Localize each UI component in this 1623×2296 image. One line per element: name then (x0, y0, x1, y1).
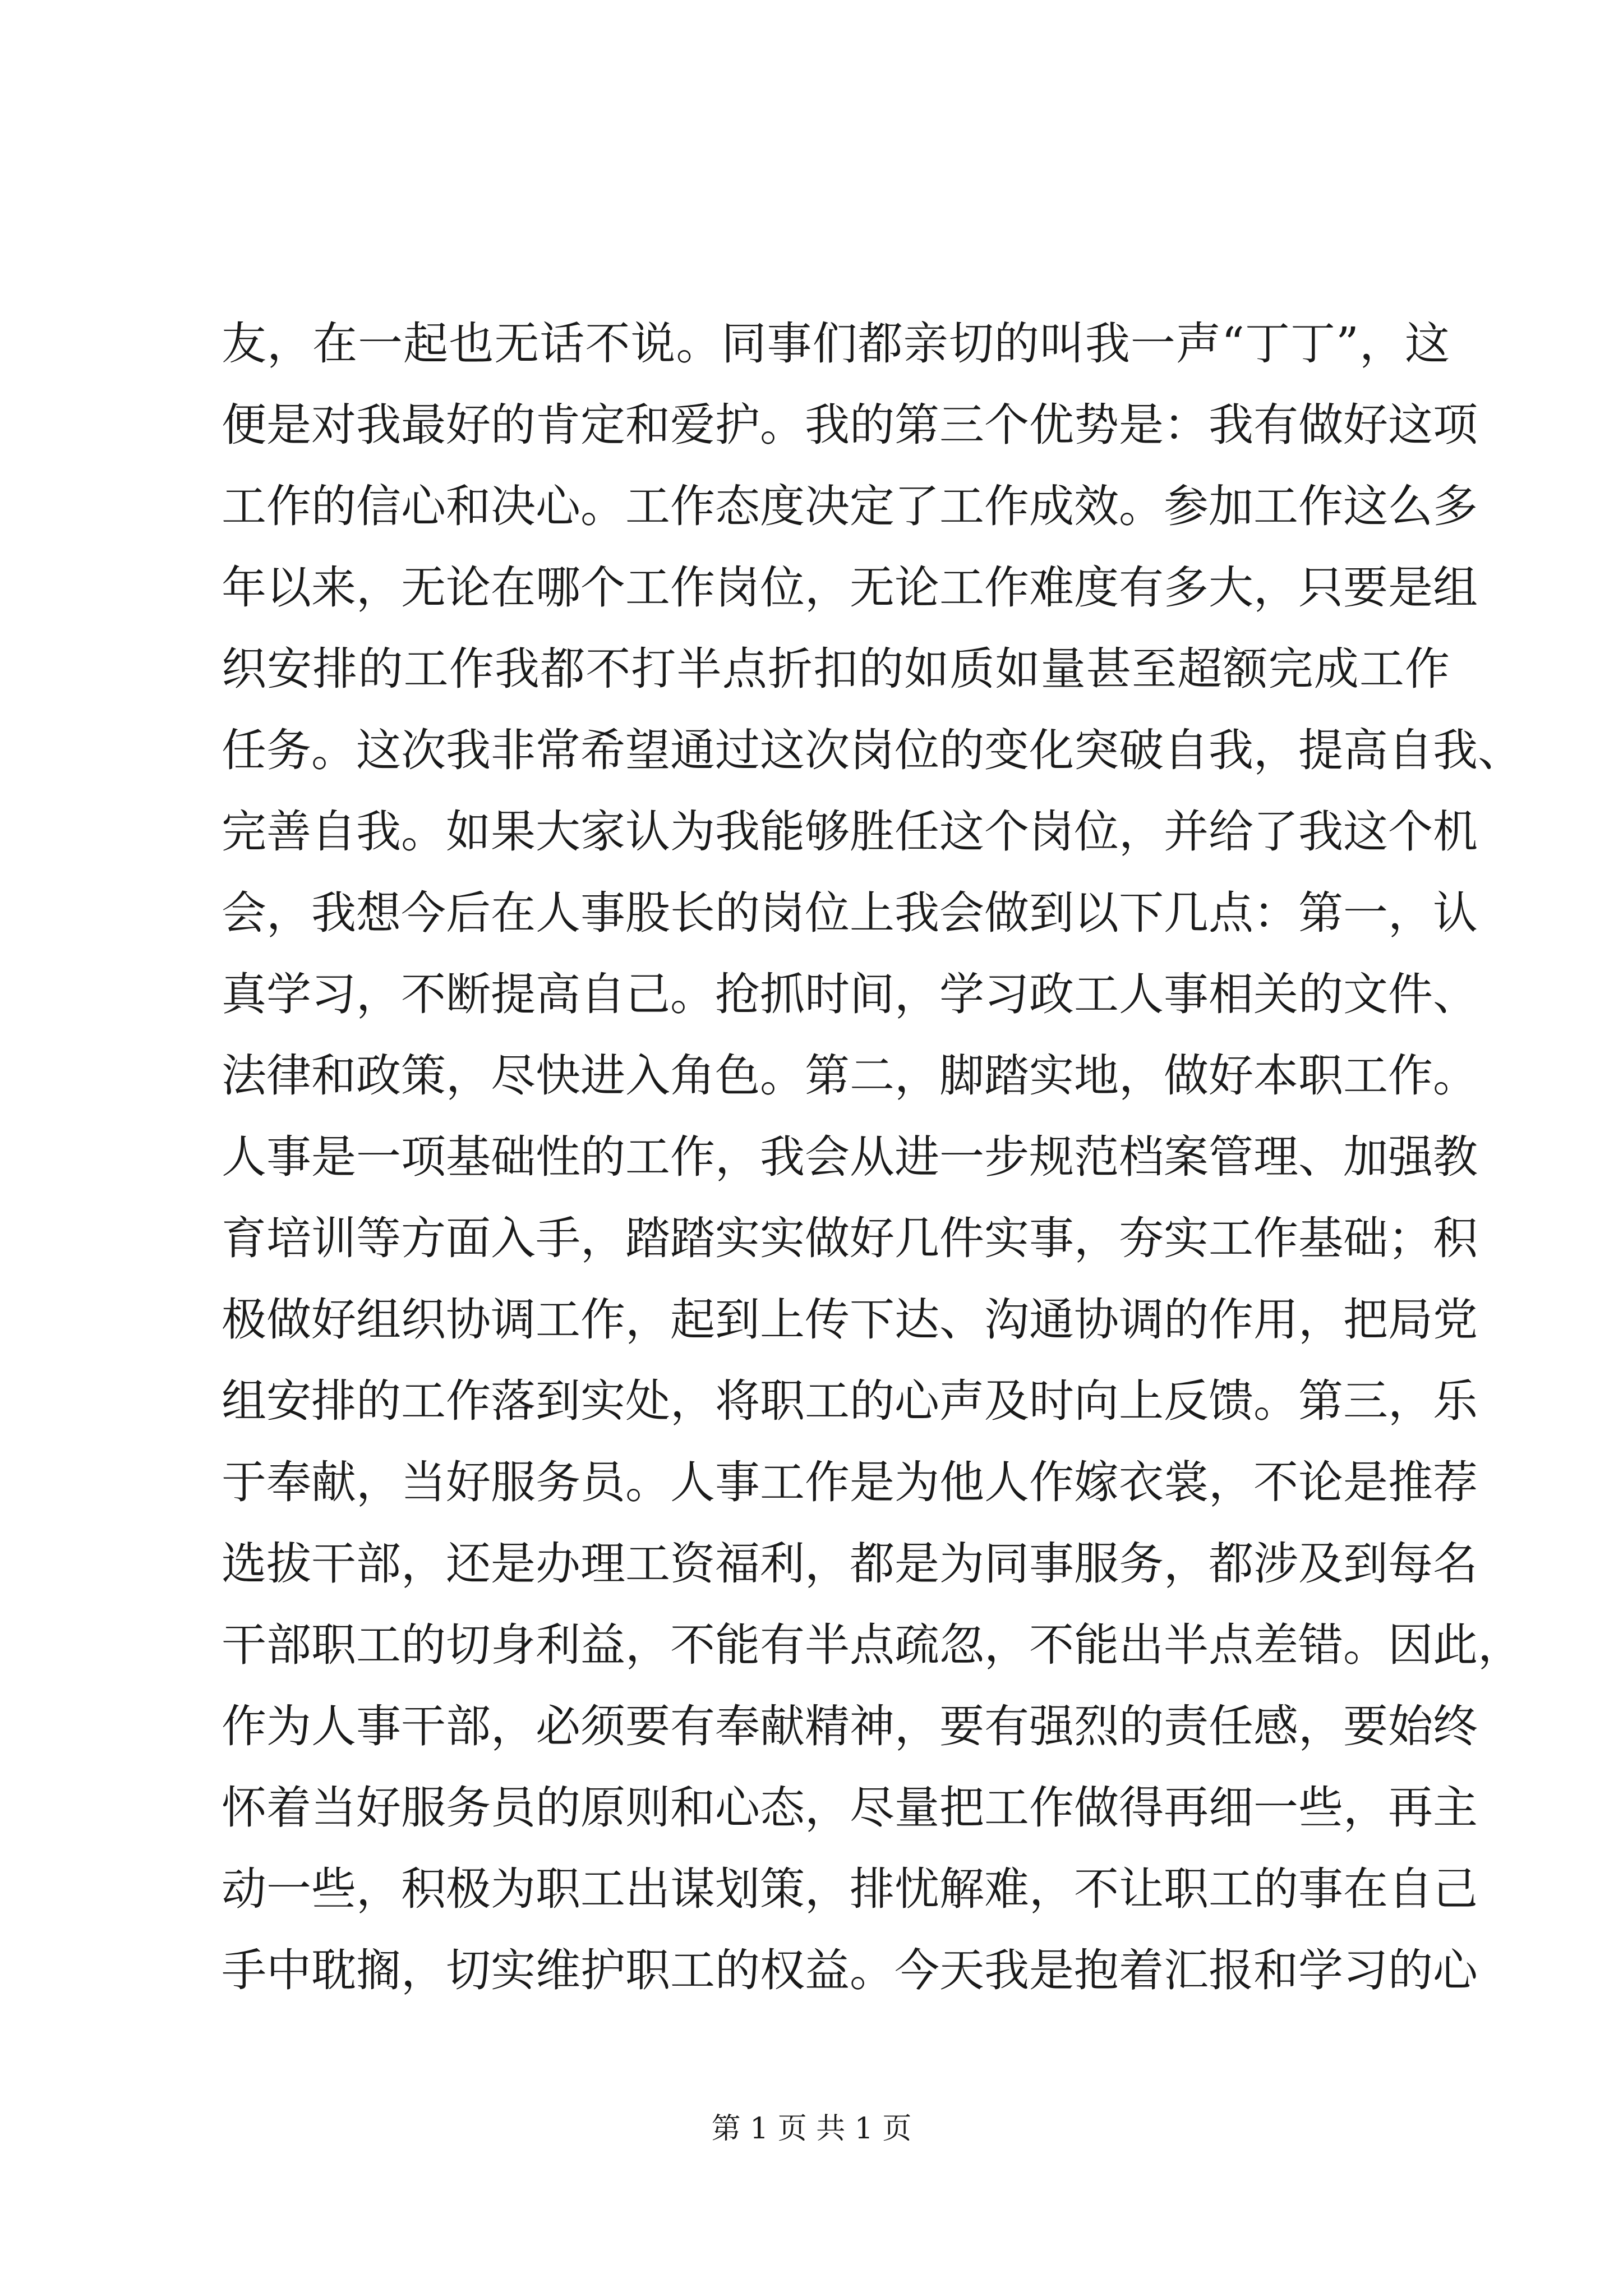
text-line: 工作的信心和决心。工作态度决定了工作成效。参加工作这么多 (222, 480, 1478, 532)
text-line: 极做好组织协调工作，起到上传下达、沟通协调的作用，把局党 (222, 1294, 1478, 1346)
text-line: 干部职工的切身利益，不能有半点疏忽，不能出半点差错。因此， (222, 1619, 1523, 1671)
text-line: 完善自我。如果大家认为我能够胜任这个岗位，并给了我这个机 (222, 806, 1478, 858)
text-line: 组安排的工作落到实处，将职工的心声及时向上反馈。第三，乐 (222, 1375, 1478, 1427)
text-line: 友，在一起也无话不说。同事们都亲切的叫我一声“丁丁”，这 (222, 318, 1450, 370)
body-text (222, 303, 1523, 2011)
text-line: 便是对我最好的肯定和爱护。我的第三个优势是：我有做好这项 (222, 399, 1478, 451)
text-line: 选拔干部，还是办理工资福利，都是为同事服务，都涉及到每名 (222, 1538, 1478, 1590)
text-line: 人事是一项基础性的工作，我会从进一步规范档案管理、加强教 (222, 1131, 1478, 1183)
text-line: 织安排的工作我都不打半点折扣的如质如量甚至超额完成工作 (222, 643, 1450, 695)
text-line: 真学习，不断提高自己。抢抓时间，学习政工人事相关的文件、 (222, 968, 1478, 1020)
text-line: 于奉献，当好服务员。人事工作是为他人作嫁衣裳，不论是推荐 (222, 1456, 1478, 1508)
text-line: 手中耽搁，切实维护职工的权益。今天我是抱着汇报和学习的心 (222, 1944, 1478, 1996)
text-line: 年以来，无论在哪个工作岗位，无论工作难度有多大，只要是组 (222, 562, 1478, 614)
text-line: 法律和政策，尽快进入角色。第二，脚踏实地，做好本职工作。 (222, 1050, 1478, 1102)
page-footer (0, 2109, 1623, 2148)
text-line: 怀着当好服务员的原则和心态，尽量把工作做得再细一些，再主 (222, 1782, 1478, 1834)
text-line: 作为人事干部，必须要有奉献精神，要有强烈的责任感，要始终 (222, 1700, 1478, 1752)
text-line: 育培训等方面入手，踏踏实实做好几件实事，夯实工作基础；积 (222, 1212, 1478, 1264)
page-number-label: 第 1 页 共 1 页 (711, 2112, 912, 2146)
text-line: 任务。这次我非常希望通过这次岗位的变化突破自我，提高自我、 (222, 724, 1523, 776)
text-line: 动一些，积极为职工出谋划策，排忧解难，不让职工的事在自己 (222, 1863, 1478, 1915)
text-line: 会，我想今后在人事股长的岗位上我会做到以下几点：第一，认 (222, 887, 1478, 939)
